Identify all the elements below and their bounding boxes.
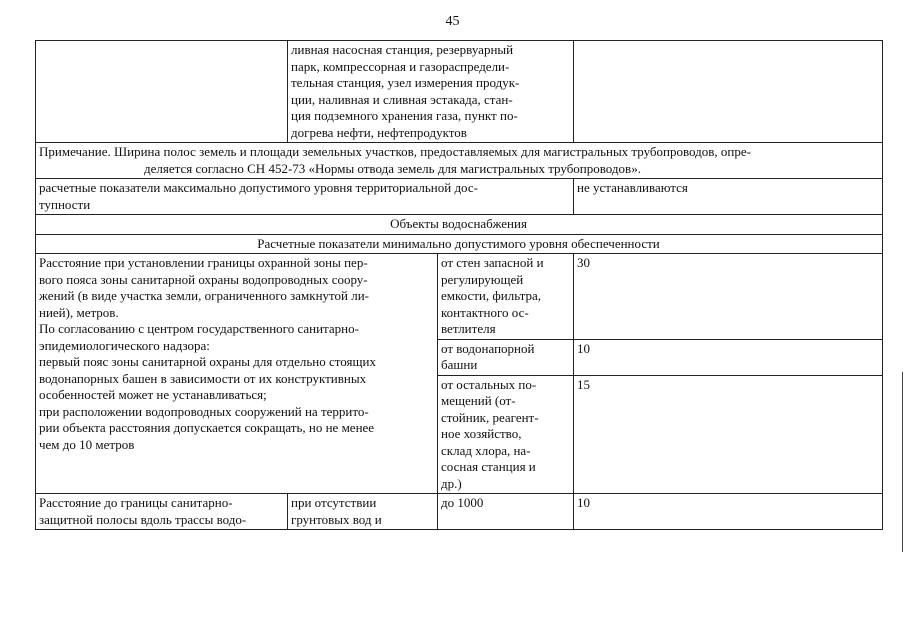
- top-block-empty-left: [36, 41, 288, 143]
- protection-condition-line: от водонапорной: [441, 340, 535, 356]
- protection-description-line: эпидемиологического надзора:: [39, 337, 210, 353]
- protection-condition-line: контактного ос-: [441, 304, 529, 320]
- sanitary-label-line: защитной полосы вдоль трассы водо-: [39, 511, 247, 527]
- protection-value-3: 15: [574, 375, 883, 494]
- protection-condition-line: ное хозяйство,: [441, 426, 522, 441]
- protection-row-1: [36, 254, 883, 340]
- protection-condition-line: стойник, реагент-: [441, 409, 539, 425]
- protection-condition-2: [438, 339, 574, 375]
- protection-description-line: рии объекта расстояния допускается сокращать, но не менее: [39, 420, 375, 435]
- protection-condition-line: мещений (от-: [441, 393, 516, 408]
- sanitary-label-line: Расстояние до границы санитарно-: [39, 495, 233, 510]
- top-block-line: ции, наливная и сливная эстакада, стан-: [291, 91, 513, 107]
- territorial-label: расчетные показатели максимально допустимого уровня территориальной дос- тупности: [36, 179, 574, 215]
- top-block-line: ция подземного хранения газа, пункт по-: [291, 108, 518, 123]
- protection-description-line: нией), метров.: [39, 304, 119, 320]
- sanitary-range: до 1000: [438, 494, 574, 530]
- protection-condition-line: емкости, фильтра,: [441, 288, 542, 303]
- protection-description-line: водонапорных башен в зависимости от их конструктивных: [39, 370, 367, 386]
- sanitary-condition-line: грунтовых вод и: [291, 511, 382, 527]
- protection-description-line: первый пояс зоны санитарной охраны для отдельно стоящих: [39, 354, 376, 369]
- protection-description-line: при расположении водопроводных сооружений на террито-: [39, 403, 369, 419]
- sanitary-strip-row: [36, 494, 883, 530]
- top-block-text: [288, 41, 574, 143]
- sanitary-condition: [288, 494, 438, 530]
- protection-condition-line: башни: [441, 357, 478, 372]
- top-block-line: ливная насосная станция, резервуарный: [291, 42, 514, 57]
- protection-description-line: особенностей может не устанавливаться;: [39, 387, 267, 402]
- document-table: [35, 40, 883, 530]
- protection-condition-line: от остальных по-: [441, 376, 537, 392]
- sanitary-condition-line: при отсутствии: [291, 495, 377, 510]
- section-title: Объекты водоснабжения: [36, 215, 883, 235]
- protection-value-2: 10: [574, 339, 883, 375]
- protection-condition-line: сосная станция и: [441, 459, 536, 474]
- note-line-1: Примечание. Ширина полос земель и площади земельных участков, предоставляемых для магистральных трубопроводов, опре-: [39, 144, 751, 159]
- note-row: [36, 143, 883, 179]
- protection-description-line: Расстояние при установлении границы охранной зоны пер-: [39, 255, 368, 270]
- protection-condition-1: [438, 254, 574, 340]
- page-number: 45: [445, 14, 460, 29]
- top-block-empty-right: [574, 41, 883, 143]
- top-block-line: догрева нефти, нефтепродуктов: [291, 124, 467, 140]
- protection-description-line: вого пояса зоны санитарной охраны водопроводных соору-: [39, 271, 368, 287]
- protection-condition-line: др.): [441, 475, 462, 491]
- sanitary-value: 10: [574, 494, 883, 530]
- top-block-row: [36, 41, 883, 143]
- territorial-value: не устанавливаются: [574, 179, 883, 215]
- protection-description-line: По согласованию с центром государственного санитарно-: [39, 321, 359, 336]
- section-title-row: [36, 215, 883, 235]
- protection-description-line: жений (в виде участка земли, ограниченного замкнутой ли-: [39, 288, 370, 303]
- note-cell: [36, 143, 883, 179]
- protection-value-1: 30: [574, 254, 883, 340]
- top-block-line: парк, компрессорная и газораспредели-: [291, 58, 510, 74]
- territorial-row: [36, 179, 883, 215]
- note-line-2: деляется согласно СН 452-73 «Нормы отвода земель для магистральных трубопроводов».: [144, 160, 641, 176]
- protection-condition-3: [438, 375, 574, 494]
- subsection-title: Расчетные показатели минимально допустимого уровня обеспеченности: [36, 234, 883, 254]
- subsection-title-row: [36, 234, 883, 254]
- scan-edge-line: [902, 372, 903, 552]
- protection-condition-line: склад хлора, на-: [441, 442, 531, 458]
- protection-condition-line: ветлителя: [441, 321, 496, 336]
- sanitary-label: [36, 494, 288, 530]
- protection-condition-line: от стен запасной и: [441, 255, 544, 270]
- protection-description-line: чем до 10 метров: [39, 436, 135, 452]
- protection-condition-line: регулирующей: [441, 271, 524, 287]
- top-block-line: тельная станция, узел измерения продук-: [291, 75, 520, 90]
- protection-description: [36, 254, 438, 494]
